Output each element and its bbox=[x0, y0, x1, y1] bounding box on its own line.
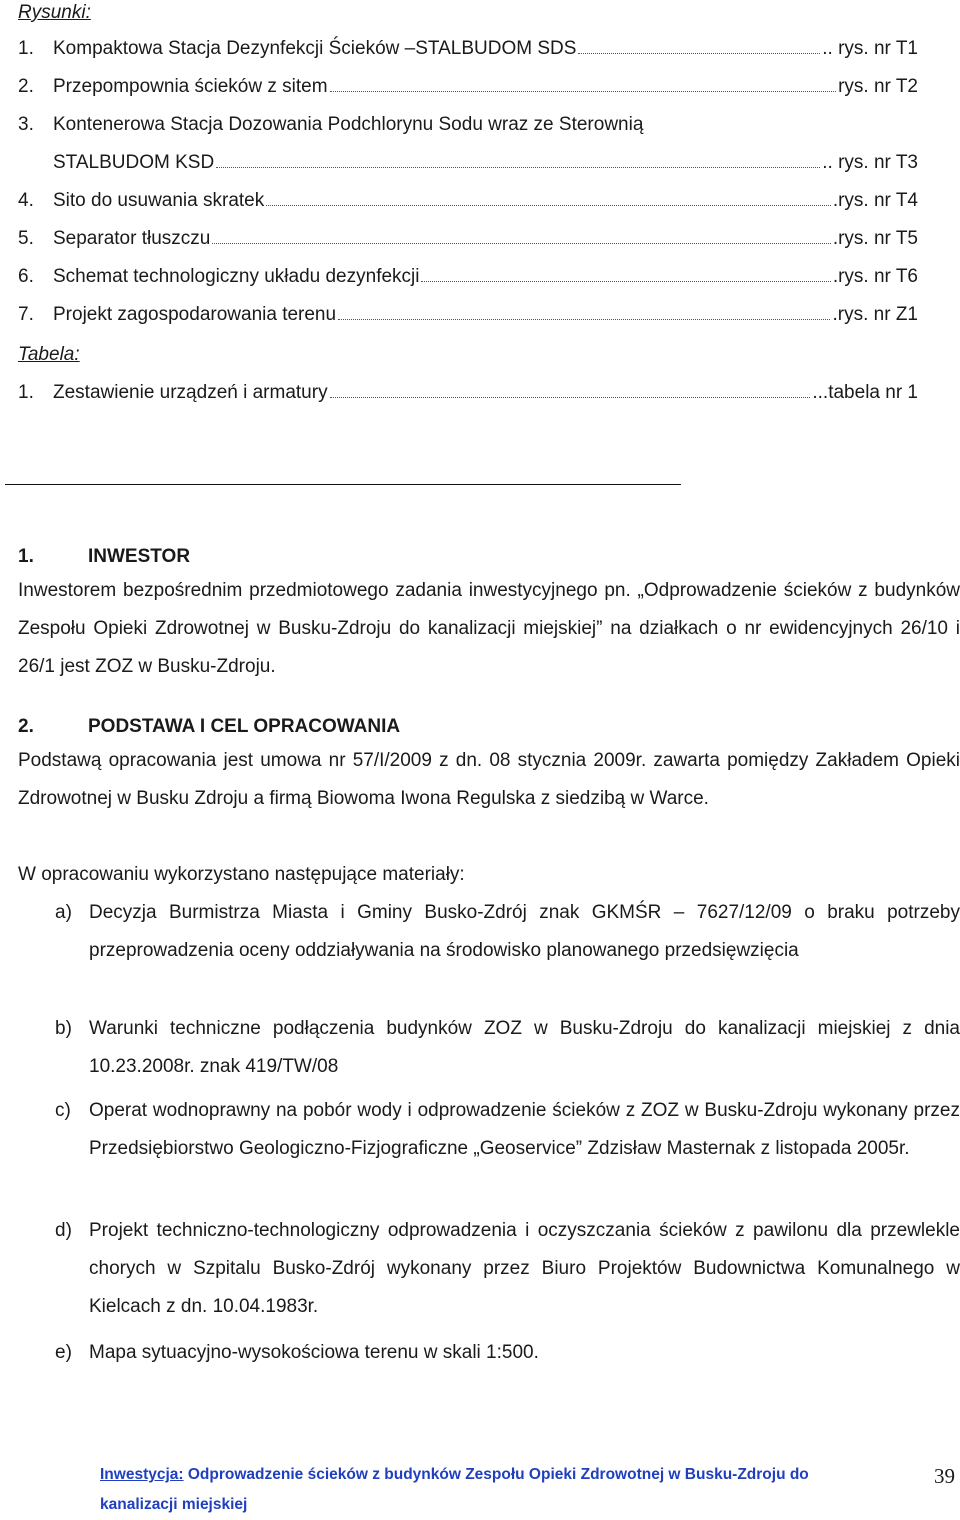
item-label: b) bbox=[55, 1018, 72, 1039]
figure-ref: .rys. nr T6 bbox=[832, 266, 918, 287]
section-1-text: Inwestorem bezpośrednim przedmiotowego zadania inwestycyjnego pn. „Odprowadzenie ścieków z budynków Zespołu Opieki Zdrowotnej w Busku-Zdroju do kanalizacji miejskiej” na działkach o nr ewidencyjnych 26/10 i 26/1 jest ZOZ w Busku-Zdroju. bbox=[18, 580, 960, 677]
table-title: Zestawienie urządzeń i armatury bbox=[53, 382, 328, 403]
figure-ref: .rys. nr T5 bbox=[832, 228, 918, 249]
dot-leader bbox=[216, 167, 820, 168]
dot-leader bbox=[330, 91, 837, 92]
figure-number: 5. bbox=[18, 228, 34, 249]
material-item-d bbox=[55, 1212, 960, 1326]
materials-intro: W opracowaniu wykorzystano następujące materiały: bbox=[18, 864, 465, 885]
item-text: Mapa sytuacyjno-wysokościowa terenu w skali 1:500. bbox=[89, 1342, 539, 1363]
item-label: d) bbox=[55, 1220, 72, 1241]
dot-leader bbox=[338, 319, 830, 320]
dot-leader bbox=[212, 243, 830, 244]
horizontal-rule bbox=[5, 484, 681, 485]
table-entry-1 bbox=[18, 382, 918, 404]
figure-ref: .. rys. nr T3 bbox=[822, 152, 918, 173]
figure-title: STALBUDOM KSD bbox=[53, 152, 215, 173]
figure-ref: .. rys. nr T1 bbox=[822, 38, 918, 59]
figure-title: Przepompownia ścieków z sitem bbox=[53, 76, 328, 97]
figure-number: 7. bbox=[18, 304, 34, 325]
figure-entry-7 bbox=[18, 304, 918, 326]
section-2-text: Podstawą opracowania jest umowa nr 57/I/2009 z dn. 08 stycznia 2009r. zawarta pomiędzy Zakładem Opieki Zdrowotnej w Busku Zdroju a firmą Biowoma Iwona Regulska z siedzibą w Warce. bbox=[18, 750, 960, 809]
figure-ref: .rys. nr Z1 bbox=[832, 304, 918, 325]
table-ref: ...tabela nr 1 bbox=[812, 382, 918, 403]
item-text: Warunki techniczne podłączenia budynków ZOZ w Busku-Zdroju do kanalizacji miejskiej z dnia 10.23.2008r. znak 419/TW/08 bbox=[89, 1018, 960, 1077]
footer-text: Odprowadzenie ścieków z budynków Zespołu Opieki Zdrowotnej w Busku-Zdroju do kanalizacji miejskiej bbox=[100, 1466, 809, 1513]
figure-entry-4 bbox=[18, 190, 918, 212]
figure-number: 2. bbox=[18, 76, 34, 97]
material-item-a bbox=[55, 894, 960, 970]
figure-ref: rys. nr T2 bbox=[838, 76, 918, 97]
item-label: c) bbox=[55, 1100, 71, 1121]
figure-title: Kontenerowa Stacja Dozowania Podchlorynu Sodu wraz ze Sterownią bbox=[53, 114, 644, 135]
figure-entry-1 bbox=[18, 38, 918, 60]
figure-number: 3. bbox=[18, 114, 34, 135]
tables-heading: Tabela: bbox=[18, 344, 80, 365]
item-text: Decyzja Burmistrza Miasta i Gminy Busko-Zdrój znak GKMŚR – 7627/12/09 o braku potrzeby przeprowadzenia oceny oddziaływania na środowisko planowanego przedsięwzięcia bbox=[89, 902, 960, 961]
figure-ref: .rys. nr T4 bbox=[832, 190, 918, 211]
figure-entry-3-continued bbox=[18, 152, 918, 174]
figure-title: Projekt zagospodarowania terenu bbox=[53, 304, 337, 325]
section-1-heading bbox=[18, 546, 190, 568]
section-number: 2. bbox=[18, 716, 34, 737]
table-number: 1. bbox=[18, 382, 34, 403]
item-label: e) bbox=[55, 1342, 72, 1363]
figure-title: Separator tłuszczu bbox=[53, 228, 211, 249]
footer-label: Inwestycja: bbox=[100, 1466, 184, 1483]
item-text: Operat wodnoprawny na pobór wody i odprowadzenie ścieków z ZOZ w Busku-Zdroju wykonany przez Przedsiębiorstwo Geologiczno-Fizjograficzne „Geoservice” Zdzisław Masternak z listopada 2005r. bbox=[89, 1100, 960, 1159]
figure-number: 6. bbox=[18, 266, 34, 287]
figures-heading: Rysunki: bbox=[18, 2, 91, 23]
figure-number: 4. bbox=[18, 190, 34, 211]
figure-title: Kompaktowa Stacja Dezynfekcji Ścieków –STALBUDOM SDS bbox=[53, 38, 577, 59]
figure-title: Sito do usuwania skratek bbox=[53, 190, 265, 211]
figure-title: Schemat technologiczny układu dezynfekcji bbox=[53, 266, 420, 287]
figure-entry-6 bbox=[18, 266, 918, 288]
figure-entry-2 bbox=[18, 76, 918, 98]
figure-number: 1. bbox=[18, 38, 34, 59]
section-title: INWESTOR bbox=[88, 546, 191, 567]
item-label: a) bbox=[55, 902, 72, 923]
dot-leader bbox=[421, 281, 830, 282]
figure-entry-5 bbox=[18, 228, 918, 250]
figure-entry-3 bbox=[18, 114, 918, 136]
page-number: 39 bbox=[934, 1464, 955, 1488]
material-item-c bbox=[55, 1092, 960, 1168]
dot-leader bbox=[330, 397, 811, 398]
dot-leader bbox=[578, 53, 820, 54]
page-footer bbox=[100, 1460, 870, 1520]
dot-leader bbox=[266, 205, 831, 206]
section-title: PODSTAWA I CEL OPRACOWANIA bbox=[88, 716, 401, 737]
section-number: 1. bbox=[18, 546, 34, 567]
material-item-e bbox=[55, 1334, 960, 1372]
item-text: Projekt techniczno-technologiczny odprowadzenia i oczyszczania ścieków z pawilonu dla przewlekle chorych w Szpitalu Busko-Zdrój wykonany przez Biuro Projektów Budownictwa Komunalnego w Kielcach z dn. 10.04.1983r. bbox=[89, 1220, 960, 1317]
material-item-b bbox=[55, 1010, 960, 1086]
section-2-heading bbox=[18, 716, 400, 738]
